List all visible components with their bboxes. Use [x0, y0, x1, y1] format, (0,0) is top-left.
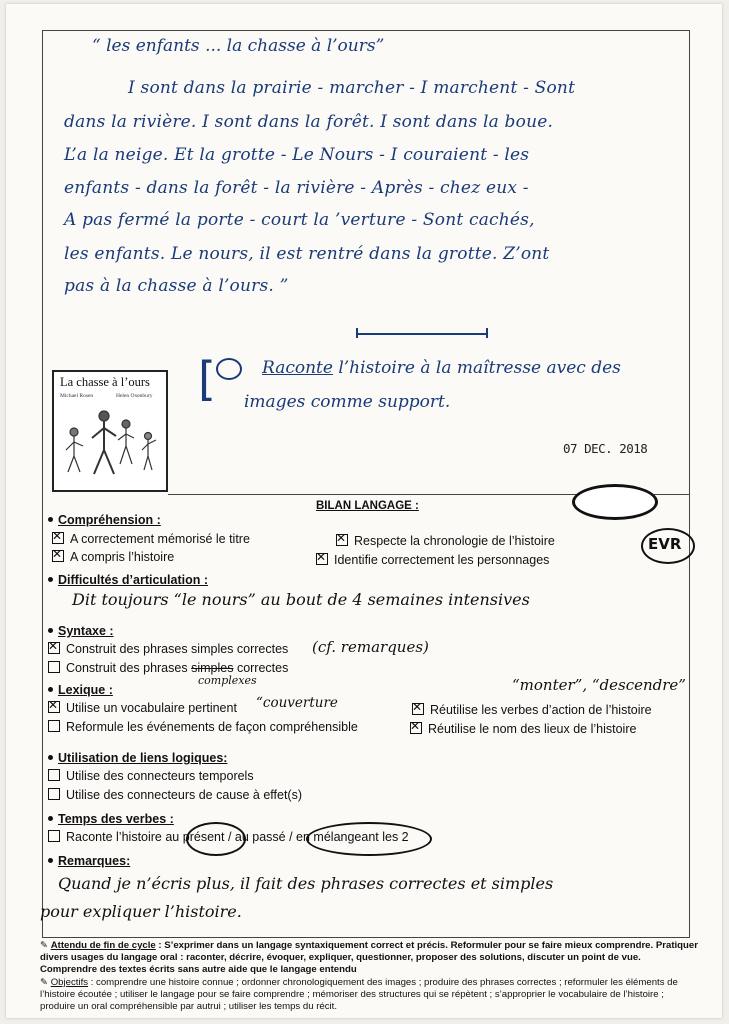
syntaxe-item-label-end: correctes	[236, 661, 289, 675]
target-icon: ✎	[40, 977, 51, 988]
lexique-item-vocabulaire	[48, 701, 237, 715]
checkbox-checked-icon	[52, 532, 64, 544]
bullet-icon	[48, 755, 53, 760]
attendu-text: : S’exprimer dans un langage syntaxiquement correct et précis. Reformuler pour se faire mieux comprendre. Pratiquer divers usages du langage oral : raconter, décrire, évoquer, expliquer, questionner, proposer des solutions, discuter un point de vue. Comprendre des textes écrits sans autre aide que le langage entendu	[40, 940, 698, 975]
syntaxe-item-label: Construit des phrases	[66, 661, 188, 675]
book-illustrator: Helen Oxenbury	[116, 393, 153, 399]
evr-label: EVR	[648, 535, 682, 553]
story-line-2: dans la rivière. I sont dans la forêt. I sont dans la boue.	[64, 112, 554, 132]
attendu-label: Attendu de fin de cycle	[50, 940, 156, 951]
story-line-7: pas à la chasse à l’ours. ”	[64, 276, 289, 296]
comp-item-label: Identifie correctement les personnages	[334, 553, 550, 567]
difficultes-heading	[48, 573, 208, 587]
checkbox-checked-icon	[412, 703, 424, 715]
difficultes-note: Dit toujours “le nours” au bout de 4 semaines intensives	[72, 590, 530, 609]
instruction-line-2: images comme support.	[244, 392, 451, 412]
remarques-label: Remarques:	[58, 854, 131, 868]
syntaxe-handwritten-complexes: complexes	[198, 674, 257, 687]
book-title: La chasse à l’ours	[60, 375, 150, 389]
bullet-icon	[48, 816, 53, 821]
lexique-item-label: Réutilise le nom des lieux de l’histoire	[428, 722, 637, 736]
lexique-item-verbes	[412, 703, 652, 717]
checkbox-empty-icon	[48, 769, 60, 781]
syntaxe-item-complexes	[48, 661, 288, 675]
checkbox-checked-icon	[410, 722, 422, 734]
lexique-heading	[48, 683, 113, 697]
instruction-underlined-word: Raconte	[262, 358, 333, 378]
remarques-heading	[48, 854, 130, 868]
checkbox-empty-icon	[48, 720, 60, 732]
pencil-icon: ✎	[40, 940, 51, 951]
comprehension-heading	[48, 513, 161, 527]
melange-circle	[306, 822, 432, 856]
story-title: “ les enfants ... la chasse à l’ours”	[92, 36, 385, 56]
speech-bubble-icon	[216, 358, 242, 380]
liens-label: Utilisation de liens logiques:	[58, 751, 228, 765]
story-line-3: L’a la neige. Et la grotte - Le Nours - I couraient - les	[64, 145, 530, 165]
liens-heading	[48, 751, 227, 765]
temps-heading	[48, 812, 174, 826]
checkbox-checked-icon	[48, 642, 60, 654]
bullet-icon	[48, 517, 53, 522]
story-line-6: les enfants. Le nours, il est rentré dans la grotte. Z’ont	[64, 244, 550, 264]
checkbox-empty-icon	[48, 788, 60, 800]
checkbox-empty-icon	[48, 661, 60, 673]
syntaxe-label: Syntaxe :	[58, 624, 114, 638]
footer-objectifs	[40, 977, 700, 1013]
hand-separator	[356, 333, 488, 335]
bilan-title: BILAN LANGAGE :	[316, 500, 419, 512]
redacted-oval	[572, 484, 658, 520]
separator-tick-right	[486, 328, 488, 338]
story-line-4: enfants - dans la forêt - la rivière - Après - chez eux -	[64, 178, 529, 198]
comp-item-label: Respecte la chronologie de l’histoire	[354, 534, 555, 548]
temps-middle: / au passé /	[227, 830, 293, 844]
objectifs-text: : comprendre une histoire connue ; ordonner chronologiquement des images ; produire des phrases correctes ; reformuler les éléments de l’histoire écoutée ; utiliser le langage pour se faire comprendre ; mémoriser des structures qui se répètent ; s’approprier le vocabulaire de l’histoire ; produire un oral compréhensible par autrui ; utiliser les temps du récit.	[40, 977, 678, 1012]
syntaxe-item-label: Construit des phrases simples correctes	[66, 642, 289, 656]
difficultes-label: Difficultés d’articulation :	[58, 573, 209, 587]
liens-item-temporels	[48, 769, 254, 783]
book-cover	[52, 370, 168, 492]
checkbox-checked-icon	[336, 534, 348, 546]
footer-attendu	[40, 940, 700, 976]
bullet-icon	[48, 858, 53, 863]
checkbox-checked-icon	[316, 553, 328, 565]
checkbox-checked-icon	[52, 550, 64, 562]
syntaxe-note: (cf. remarques)	[312, 638, 429, 656]
lexique-label: Lexique :	[58, 683, 113, 697]
remarques-line-2: pour expliquer l’histoire.	[40, 902, 242, 921]
liens-item-cause	[48, 788, 302, 802]
bullet-icon	[48, 577, 53, 582]
temps-label: Temps des verbes :	[58, 812, 174, 826]
temps-present: présent	[182, 830, 225, 844]
struck-word: simples	[191, 661, 234, 675]
comp-item-personnages	[316, 553, 549, 567]
lexique-item-label: Reformule les événements de façon compréhensible	[66, 720, 358, 734]
date-stamp: 07 DEC. 2018	[563, 441, 648, 456]
lexique-item-reformule	[48, 720, 358, 734]
lexique-item-label: Utilise un vocabulaire pertinent	[66, 701, 237, 715]
lexique-verbs-note: “monter”, “descendre”	[512, 676, 686, 694]
comp-item-titre	[52, 532, 250, 546]
objectifs-label: Objectifs	[50, 977, 89, 988]
comp-item-label: A compris l’histoire	[70, 550, 175, 564]
present-circle	[186, 822, 246, 856]
lexique-item-lieux	[410, 722, 636, 736]
checkbox-empty-icon	[48, 830, 60, 842]
separator-tick-left	[356, 328, 358, 338]
instruction-line-1-rest: l’histoire à la maîtresse avec des	[332, 358, 621, 378]
bullet-icon	[48, 687, 53, 692]
book-illustration	[56, 402, 166, 490]
remarques-line-1: Quand je n’écris plus, il fait des phrases correctes et simples	[58, 874, 554, 893]
syntaxe-item-simples	[48, 642, 288, 656]
instruction-bracket: [	[198, 352, 216, 406]
story-line-5: A pas fermé la porte - court la ’verture - Sont cachés,	[64, 210, 535, 230]
bullet-icon	[48, 628, 53, 633]
lexique-note-couverture: “couverture	[256, 695, 338, 711]
temps-melange: en mélangeant les 2	[296, 830, 409, 844]
temps-prefix: Raconte l’histoire au	[66, 830, 180, 844]
syntaxe-heading	[48, 624, 114, 638]
lexique-item-label: Réutilise les verbes d’action de l’histoire	[430, 703, 652, 717]
liens-item-label: Utilise des connecteurs temporels	[66, 769, 254, 783]
checkbox-checked-icon	[48, 701, 60, 713]
comprehension-label: Compréhension :	[58, 513, 161, 527]
comp-item-label: A correctement mémorisé le titre	[70, 532, 250, 546]
footer-text	[40, 940, 700, 1013]
book-author: Michael Rosen	[60, 393, 94, 399]
comp-item-histoire	[52, 550, 174, 564]
comp-item-chronologie	[336, 534, 555, 548]
liens-item-label: Utilise des connecteurs de cause à effet(s)	[66, 788, 303, 802]
story-line-1: I sont dans la prairie - marcher - I marchent - Sont	[128, 78, 576, 98]
